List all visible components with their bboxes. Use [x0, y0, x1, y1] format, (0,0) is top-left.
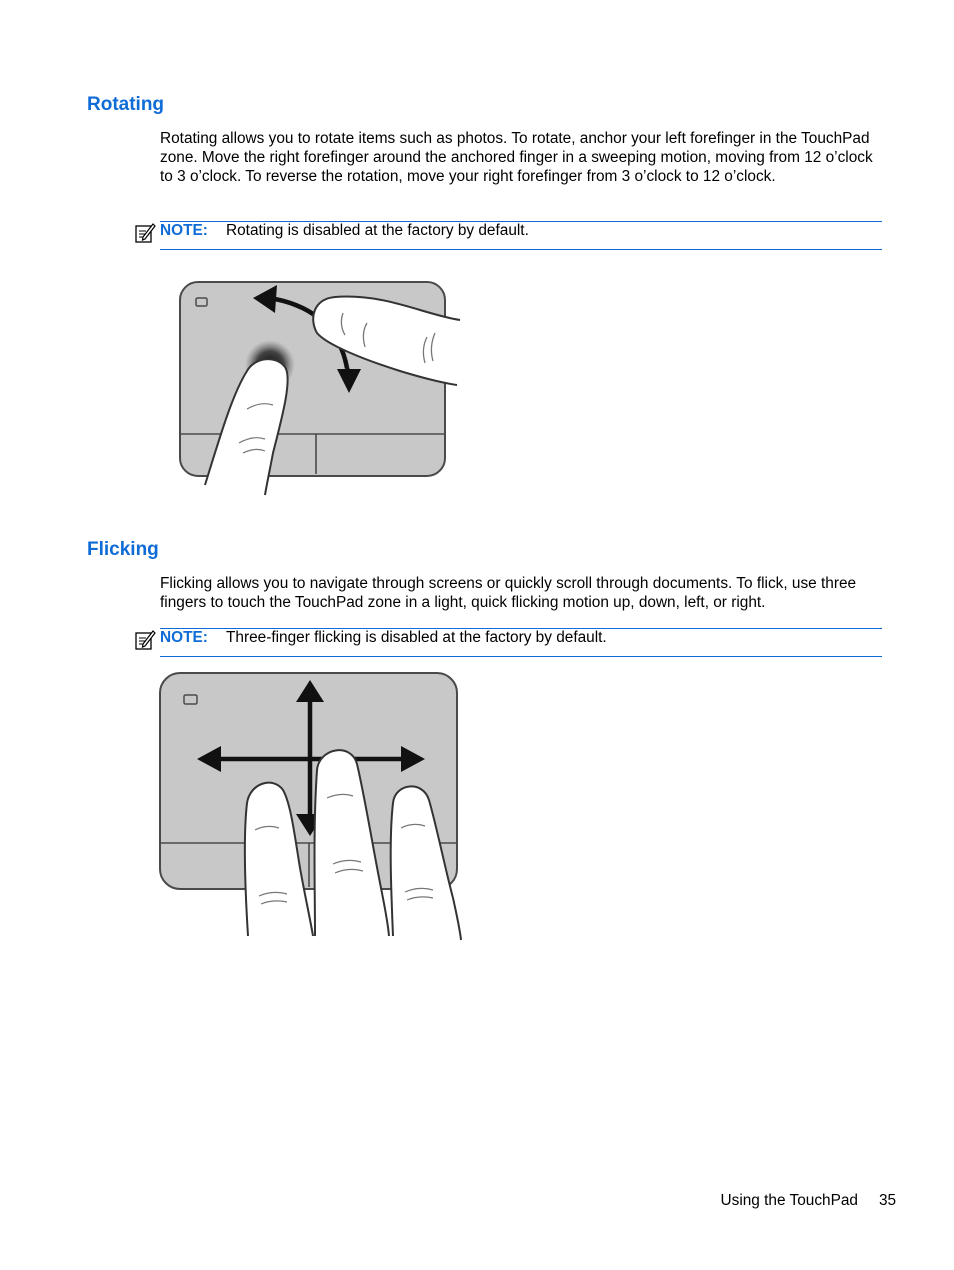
touchpad-flick-illustration — [155, 668, 467, 943]
rotating-paragraph: Rotating allows you to rotate items such as photos. To rotate, anchor your left forefinger in the TouchPad zone. Move the right forefinger around the anchored finger in a sweeping motion, moving from 12 o’clock to 3 o’clock. To reverse the rotation, move your right forefinger from 3 o’clock to 12 o’clock. — [160, 130, 873, 185]
note-pencil-icon — [134, 629, 156, 651]
rotating-note — [160, 221, 882, 250]
note-label: NOTE: — [160, 222, 208, 239]
section-heading-rotating: Rotating — [87, 94, 165, 115]
flicking-note — [160, 628, 882, 657]
footer-page-number: 35 — [879, 1192, 897, 1209]
note-pencil-icon — [134, 222, 156, 244]
section-heading-flicking: Flicking — [87, 539, 159, 560]
note-label: NOTE: — [160, 629, 208, 646]
flicking-paragraph: Flicking allows you to navigate through screens or quickly scroll through documents. To flick, use three fingers to touch the TouchPad zone in a light, quick flicking motion up, down, left, or right. — [160, 575, 857, 611]
note-text: Rotating is disabled at the factory by default. — [226, 222, 529, 239]
touchpad-rotate-illustration — [175, 275, 465, 497]
note-text: Three-finger flicking is disabled at the factory by default. — [226, 629, 607, 646]
footer-chapter-title: Using the TouchPad — [720, 1192, 858, 1209]
